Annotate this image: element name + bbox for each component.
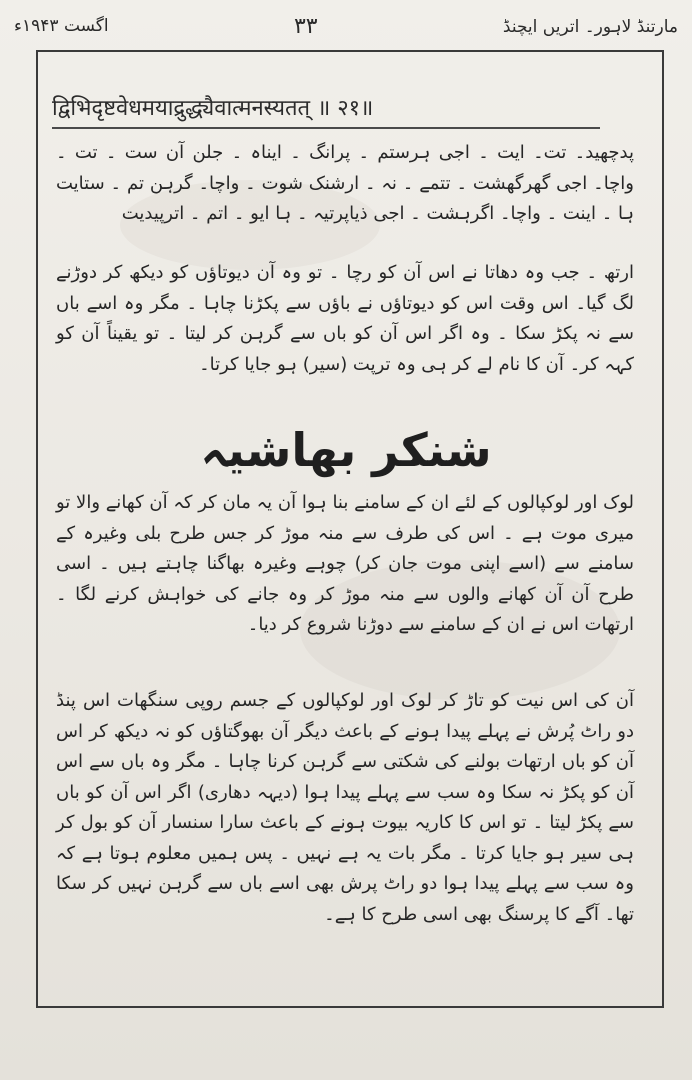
issue-date: اگست ۱۹۴۳ء	[14, 16, 109, 36]
journal-name: مارتنڈ لاہور۔ اتریں ایچنڈ	[502, 16, 678, 37]
verse-underline	[52, 127, 600, 129]
commentary-paragraph-1: لوک اور لوکپالوں کے لئے ان کے سامنے بنا ہوا آن یہ مان کر کہ آن کھانے والا تو میری موت ہے ۔ اس کی طرف سے منہ موڑ کر جس طرح بلی وغیرہ کے سامنے سے (اسے اپنی موت جان کر) چوہے وغیرہ بھاگنا چاہتے ہیں ۔ اسی طرح آن آن کھانے والوں سے منہ موڑ کر وہ جانے کی خواہش کرنے لگا ۔ ارتھات اس نے ان کے سامنے سے دوڑنا شروع کر دیا۔	[56, 492, 634, 635]
meaning-paragraph: ارتھ ۔ جب وہ دھاتا نے اس آن کو رچا ۔ تو وہ آن دیوتاؤں کو دیکھ کر دوڑنے لگ گیا۔ اس وقت اس کو دیوتاؤں نے باؤں سے پکڑنا چاہا ۔ مگر وہ اسے باں سے نہ پکڑ سکا ۔ وہ اگر اس آن کو باں سے گرہن کر لیتا ۔ تو یقیناً آن کو کہہ کر۔ آن کا نام لے کر ہی وہ ترپت (سیر) ہو جایا کرتا۔	[56, 262, 634, 375]
word-gloss: پدچھید۔ تت۔ ایت ۔ اجی ہرستم ۔ پرانگ ۔ ایناہ ۔ جلن آن ست ۔ تت ۔ واچا۔ اجی گھرگھشت ۔ تتمے ۔ نہ ۔ ارشنک شوت ۔ واچا۔ گرہن تم ۔ ستایت ہا ۔ اینت ۔ واچا۔ اگرہشت ۔ اجی ذیاپرتیہ ۔ ہا ایو ۔ اتم ۔ اترپیدیت	[56, 142, 634, 224]
sanskrit-verse: द्विभिदृष्टवेधमयाद्रुद्ध्यैवात्मनस्यतत् ॥ २१॥	[52, 96, 374, 121]
running-header	[14, 8, 678, 44]
section-heading: شنکر بھاشیہ	[200, 423, 492, 477]
commentary-paragraph-2: آن کی اس نیت کو تاڑ کر لوک اور لوکپالوں کے جسم روپی سنگھات اس پنڈ دو راٹ پُرش نے پہلے پیدا ہونے کے باعث دیگر آن بھوگتاؤں کو نہ دیکھ کر اس آن کو باں ارتھات بولنے کی شکتی سے گرہن کرنا چاہا ۔ مگر وہ باں سے اس آن کو پکڑ نہ سکا وہ سب سے پہلے پیدا ہوا (دیہہ دھاری) اگر اس آن کو باں سے پکڑ لیتا ۔ تو اس کا کاریہ بیوت ہونے کے باعث سارا سنسار آن کو بول کر ہی سیر ہو جایا کرتا ۔ مگر بات یہ ہے نہیں ۔ پس ہمیں معلوم ہوتا ہے کہ وہ سب سے پہلے پیدا ہوا دو راٹ پرش بھی اسے باں سے گرہن نہیں کر سکا تھا۔ آگے کا پرسنگ بھی اسی طرح کا ہے۔	[56, 690, 634, 925]
page-number: ۳۳	[293, 13, 318, 39]
